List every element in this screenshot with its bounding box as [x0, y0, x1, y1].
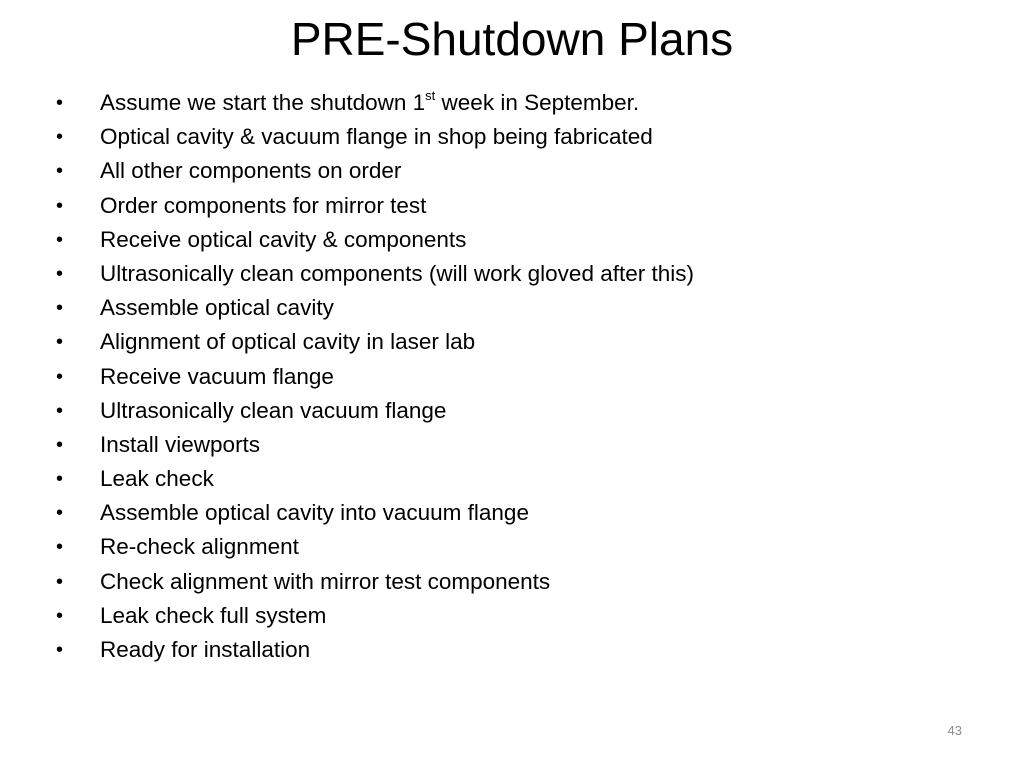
bullet-icon: • — [56, 639, 64, 661]
list-item-text: Leak check full system — [100, 602, 327, 628]
list-item — [56, 257, 986, 291]
list-item-text: Receive vacuum flange — [100, 363, 334, 389]
list-item — [56, 86, 986, 120]
list-item-text: Leak check — [100, 466, 214, 492]
slide-title: PRE-Shutdown Plans — [290, 13, 734, 65]
list-item — [56, 394, 986, 428]
bullet-icon: • — [56, 570, 64, 593]
bullet-icon: • — [56, 92, 64, 114]
list-item-text — [100, 86, 639, 120]
page-number: 43 — [947, 723, 962, 738]
bullet-icon: • — [56, 468, 64, 491]
list-item-text-end: week in September. — [435, 90, 640, 115]
list-item-text: Check alignment with mirror test components — [100, 568, 551, 594]
list-item — [56, 120, 986, 154]
list-item — [56, 530, 986, 564]
list-item-text: Alignment of optical cavity in laser lab — [100, 329, 476, 355]
list-item — [56, 633, 986, 667]
bullet-icon: • — [56, 228, 64, 251]
bullet-icon: • — [56, 365, 64, 388]
bullet-icon: • — [56, 160, 64, 183]
list-item — [56, 462, 986, 496]
bullet-icon: • — [56, 536, 64, 559]
bullet-icon: • — [56, 604, 64, 627]
list-item-text: Install viewports — [100, 431, 261, 457]
list-item — [56, 599, 986, 633]
bullet-icon: • — [56, 433, 64, 456]
list-item — [56, 154, 986, 188]
list-item-text: Ultrasonically clean components (will work gloved after this) — [100, 260, 694, 286]
bullet-icon: • — [56, 262, 64, 285]
bullet-list — [56, 86, 986, 667]
bullet-icon: • — [56, 331, 64, 354]
list-item-text: Re-check alignment — [100, 534, 299, 560]
bullet-icon: • — [56, 194, 64, 217]
bullet-icon: • — [56, 502, 64, 525]
bullet-icon: • — [56, 297, 64, 320]
list-item — [56, 360, 986, 394]
list-item-text: Ready for installation — [100, 637, 311, 662]
list-item-text: Receive optical cavity & components — [100, 226, 467, 252]
list-item — [56, 496, 986, 530]
list-item-text: Assemble optical cavity — [100, 295, 334, 321]
list-item-text: Ultrasonically clean vacuum flange — [100, 397, 447, 423]
ordinal-superscript: st — [425, 87, 436, 103]
list-item — [56, 325, 986, 359]
list-item-text: Assemble optical cavity into vacuum flange — [100, 500, 529, 526]
list-item — [56, 428, 986, 462]
list-item-text: Order components for mirror test — [100, 192, 427, 218]
bullet-icon: • — [56, 126, 64, 149]
bullet-icon: • — [56, 399, 64, 422]
list-item — [56, 565, 986, 599]
list-item-text: All other components on order — [100, 158, 402, 184]
list-item — [56, 291, 986, 325]
list-item — [56, 189, 986, 223]
list-item — [56, 223, 986, 257]
list-item-text: Optical cavity & vacuum flange in shop being fabricated — [100, 124, 653, 150]
list-item-text-start: Assume we start the shutdown 1 — [100, 90, 426, 115]
